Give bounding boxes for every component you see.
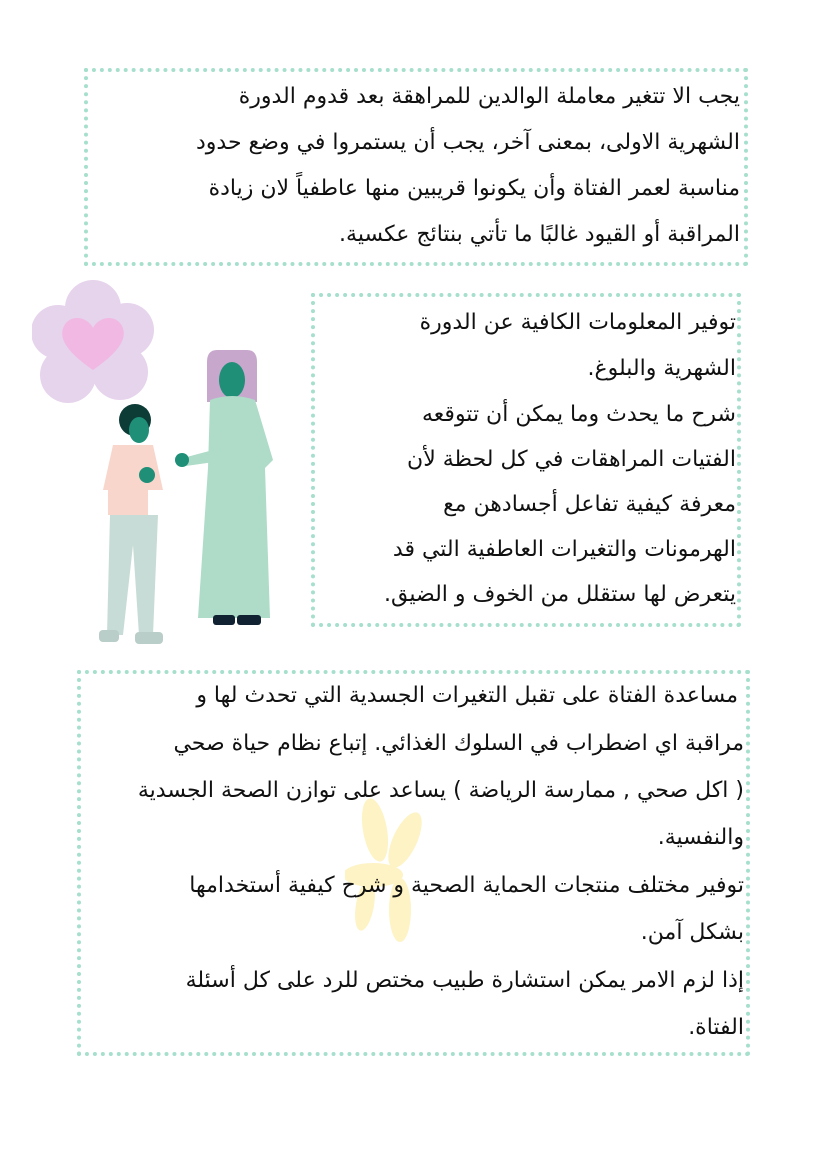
paragraph-line: شرح ما يحدث وما يمكن أن تتوقعه: [422, 402, 736, 427]
paragraph-line: المراقبة أو القيود غالبًا ما تأتي بنتائج عكسية.: [339, 222, 740, 247]
paragraph-line: توفير مختلف منتجات الحماية الصحية و شرح كيفية أستخدامها: [189, 873, 744, 898]
paragraph-line: مساعدة الفتاة على تقبل التغيرات الجسدية التي تحدث لها و: [196, 683, 738, 708]
paragraph-line: توفير المعلومات الكافية عن الدورة: [419, 310, 736, 335]
paragraph-line: إذا لزم الامر يمكن استشارة طبيب مختص للرد على كل أسئلة: [185, 968, 744, 993]
paragraph-line: الفتاة.: [688, 1015, 744, 1040]
paragraph-line: مراقبة اي اضطراب في السلوك الغذائي. إتباع نظام حياة صحي: [173, 731, 744, 756]
paragraph-line: الفتيات المراهقات في كل لحظة لأن: [407, 447, 736, 472]
support-section: [77, 670, 750, 1056]
paragraph-line: يجب الا تتغير معاملة الوالدين للمراهقة بعد قدوم الدورة: [238, 84, 740, 109]
paragraph-line: والنفسية.: [657, 825, 744, 850]
paragraph-line: الهرمونات والتغيرات العاطفية التي قد: [392, 537, 736, 562]
paragraph-line: معرفة كيفية تفاعل أجسادهن مع: [443, 492, 736, 517]
paragraph-line: الشهرية والبلوغ.: [587, 356, 736, 381]
mother-daughter-illustration: [85, 345, 285, 655]
paragraph-line: بشكل آمن.: [640, 920, 744, 945]
paragraph-line: يتعرض لها ستقلل من الخوف و الضيق.: [384, 582, 736, 607]
paragraph-line: مناسبة لعمر الفتاة وأن يكونوا قريبين منها عاطفياً لان زيادة: [208, 176, 740, 201]
paragraph-line: ( اكل صحي , ممارسة الرياضة ) يساعد على توازن الصحة الجسدية: [137, 778, 744, 803]
paragraph-line: الشهرية الاولى، بمعنى آخر، يجب أن يستمروا في وضع حدود: [196, 130, 740, 155]
